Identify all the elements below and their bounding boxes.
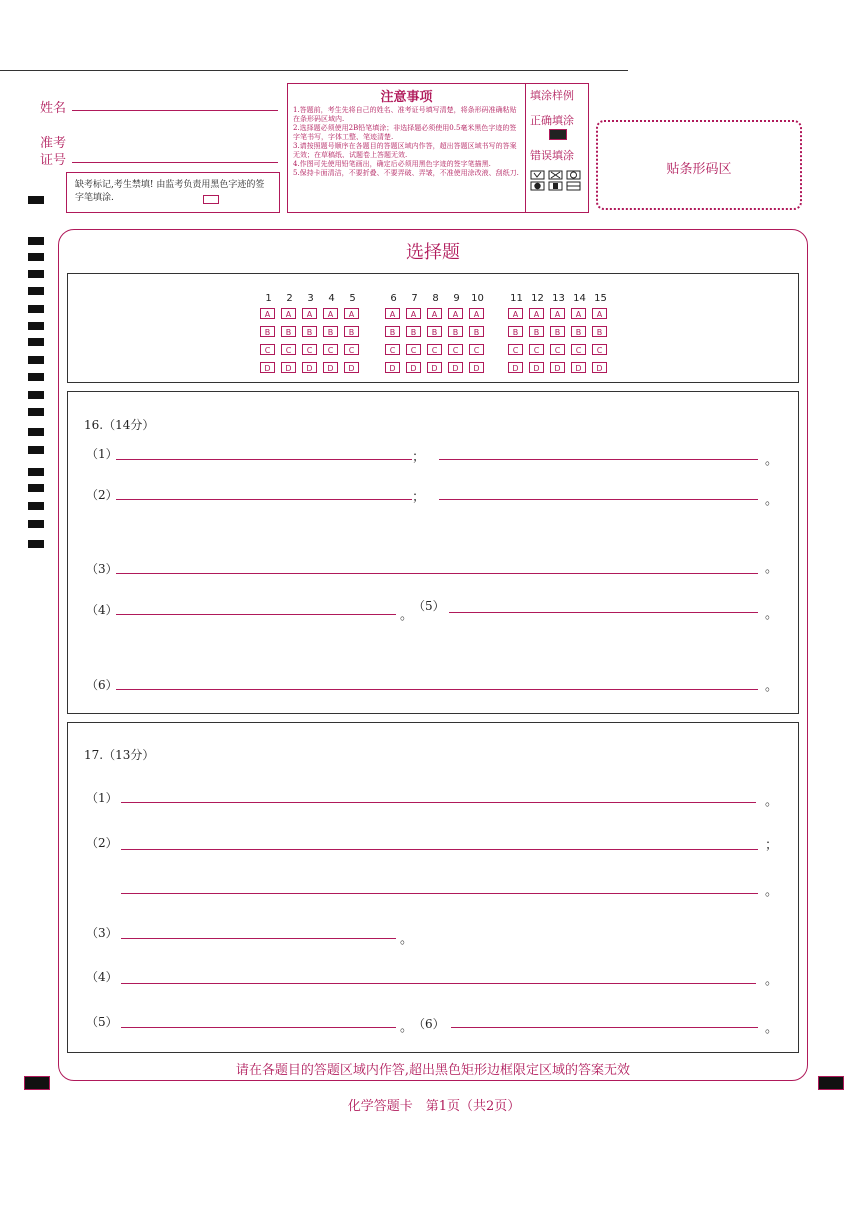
period: 。 — [400, 1020, 414, 1035]
option-bubble-b[interactable]: B — [571, 326, 586, 337]
question-17-section — [67, 722, 799, 1053]
timing-marker — [28, 428, 44, 436]
timing-marker — [28, 356, 44, 364]
option-bubble-c[interactable]: C — [508, 344, 523, 355]
question-number: 10 — [471, 293, 484, 304]
q16-part-4-answer[interactable] — [116, 614, 396, 615]
timing-marker — [28, 196, 44, 204]
question-number: 12 — [531, 293, 544, 304]
option-bubble-b[interactable]: B — [592, 326, 607, 337]
period: 。 — [765, 973, 779, 988]
q17-part-4-answer[interactable] — [121, 983, 756, 984]
option-bubble-a[interactable]: A — [281, 308, 296, 319]
option-bubble-a[interactable]: A — [344, 308, 359, 319]
option-bubble-d[interactable]: D — [550, 362, 565, 373]
option-bubble-d[interactable]: D — [427, 362, 442, 373]
option-bubble-d[interactable]: D — [469, 362, 484, 373]
correct-fill-label: 正确填涂 — [530, 114, 574, 127]
option-bubble-b[interactable]: B — [469, 326, 484, 337]
timing-marker — [28, 305, 44, 313]
timing-marker — [28, 540, 44, 548]
notice-item: 1.答题前，考生先将自己的姓名、准考证号填写清楚，将条形码准确粘贴在条形码区域内. — [293, 106, 517, 123]
option-bubble-c[interactable]: C — [406, 344, 421, 355]
top-rule — [0, 70, 628, 71]
period: 。 — [765, 561, 779, 576]
timing-marker — [28, 484, 44, 492]
q16-part-1-answer-b[interactable] — [439, 459, 758, 460]
q17-part-2-answer-b[interactable] — [121, 893, 758, 894]
timing-marker — [28, 520, 44, 528]
option-bubble-b[interactable]: B — [508, 326, 523, 337]
option-bubble-c[interactable]: C — [529, 344, 544, 355]
absent-checkbox[interactable] — [203, 195, 219, 204]
timing-marker — [28, 373, 44, 381]
timing-marker — [28, 253, 44, 261]
q17-part-2-label: （2） — [86, 836, 118, 850]
timing-marker — [28, 502, 44, 510]
q17-part-4-label: （4） — [86, 970, 118, 984]
question-number: 9 — [453, 293, 460, 304]
q16-part-1-answer-a[interactable] — [116, 459, 412, 460]
notice-title: 注意事项 — [380, 90, 433, 105]
option-bubble-a[interactable]: A — [550, 308, 565, 319]
notice-item: 2.选择题必须使用2B铅笔填涂；非选择题必须使用0.5毫米黑色字迹的签字笔书写，字体工整、笔迹清楚. — [293, 124, 517, 141]
id-label-line1: 准考 — [40, 136, 67, 151]
question-16-section — [67, 391, 799, 714]
q16-part-3-label: （3） — [86, 562, 118, 576]
question-number: 1 — [265, 293, 272, 304]
period: 。 — [765, 453, 779, 468]
q17-part-6-answer[interactable] — [451, 1027, 758, 1028]
period: 。 — [765, 607, 779, 622]
question-number: 5 — [349, 293, 356, 304]
option-bubble-c[interactable]: C — [427, 344, 442, 355]
period: 。 — [765, 794, 779, 809]
option-bubble-d[interactable]: D — [592, 362, 607, 373]
q16-part-5-label: （5） — [413, 599, 445, 613]
q16-part-3-answer[interactable] — [116, 573, 758, 574]
option-bubble-a[interactable]: A — [448, 308, 463, 319]
exam-id-field[interactable] — [72, 162, 278, 163]
option-bubble-b[interactable]: B — [550, 326, 565, 337]
fill-example-title: 填涂样例 — [530, 89, 574, 102]
option-bubble-c[interactable]: C — [469, 344, 484, 355]
q16-part-4-label: （4） — [86, 603, 118, 617]
notice-item: 5.保持卡面清洁，不要折叠、不要弄破、弄皱，不准使用涂改液、刮纸刀. — [293, 169, 519, 177]
page-footer: 化学答题卡 第1页（共2页） — [347, 1099, 521, 1114]
semicolon: ； — [412, 490, 426, 505]
timing-marker — [28, 237, 44, 245]
corner-marker-left — [24, 1076, 50, 1090]
option-bubble-d[interactable]: D — [448, 362, 463, 373]
id-label-line2: 证号 — [40, 153, 67, 168]
option-bubble-a[interactable]: A — [323, 308, 338, 319]
option-bubble-d[interactable]: D — [344, 362, 359, 373]
question-number: 14 — [573, 293, 586, 304]
option-bubble-c[interactable]: C — [323, 344, 338, 355]
question-number: 15 — [594, 293, 607, 304]
option-bubble-d[interactable]: D — [260, 362, 275, 373]
absent-mark-box — [66, 172, 280, 213]
correct-fill-sample — [549, 129, 567, 140]
option-bubble-c[interactable]: C — [344, 344, 359, 355]
option-bubble-a[interactable]: A — [427, 308, 442, 319]
option-bubble-c[interactable]: C — [550, 344, 565, 355]
option-bubble-d[interactable]: D — [302, 362, 317, 373]
q17-part-5-answer[interactable] — [121, 1027, 396, 1028]
timing-marker — [28, 270, 44, 278]
option-bubble-a[interactable]: A — [385, 308, 400, 319]
notice-divider — [525, 84, 526, 212]
option-bubble-b[interactable]: B — [406, 326, 421, 337]
q17-part-5-label: （5） — [86, 1015, 118, 1029]
option-bubble-d[interactable]: D — [508, 362, 523, 373]
boundary-warning: 请在各题目的答题区域内作答,超出黑色矩形边框限定区域的答案无效 — [235, 1063, 631, 1078]
q17-part-2-answer-a[interactable] — [121, 849, 758, 850]
q16-part-2-label: （2） — [86, 488, 118, 502]
q16-part-5-answer[interactable] — [449, 612, 758, 613]
q16-part-1-label: （1） — [86, 447, 118, 461]
option-bubble-c[interactable]: C — [385, 344, 400, 355]
barcode-label: 贴条形码区 — [666, 162, 732, 177]
q16-part-6-answer[interactable] — [116, 689, 758, 690]
absent-note: 缺考标记,考生禁填! 由监考负责用黑色字迹的签字笔填涂. — [75, 180, 265, 203]
q16-part-2-answer-a[interactable] — [116, 499, 412, 500]
option-bubble-b[interactable]: B — [281, 326, 296, 337]
option-bubble-c[interactable]: C — [281, 344, 296, 355]
question-number: 4 — [328, 293, 335, 304]
question-number: 7 — [411, 293, 418, 304]
option-bubble-a[interactable]: A — [508, 308, 523, 319]
question-number: 11 — [510, 293, 523, 304]
option-bubble-a[interactable]: A — [260, 308, 275, 319]
option-bubble-a[interactable]: A — [406, 308, 421, 319]
option-bubble-b[interactable]: B — [385, 326, 400, 337]
notice-list — [293, 106, 523, 178]
option-bubble-b[interactable]: B — [260, 326, 275, 337]
timing-marker — [28, 322, 44, 330]
option-bubble-d[interactable]: D — [323, 362, 338, 373]
option-bubble-b[interactable]: B — [302, 326, 317, 337]
q17-part-3-label: （3） — [86, 926, 118, 940]
name-field[interactable] — [72, 110, 278, 111]
option-bubble-d[interactable]: D — [571, 362, 586, 373]
timing-marker — [28, 338, 44, 346]
option-bubble-c[interactable]: C — [302, 344, 317, 355]
option-bubble-c[interactable]: C — [448, 344, 463, 355]
period: 。 — [400, 608, 414, 623]
option-bubble-c[interactable]: C — [592, 344, 607, 355]
option-bubble-b[interactable]: B — [448, 326, 463, 337]
timing-marker — [28, 408, 44, 416]
question-number: 2 — [286, 293, 293, 304]
option-bubble-d[interactable]: D — [406, 362, 421, 373]
wrong-fill-icons — [530, 170, 585, 192]
option-bubble-b[interactable]: B — [427, 326, 442, 337]
period: 。 — [765, 493, 779, 508]
question-number: 3 — [307, 293, 314, 304]
option-bubble-a[interactable]: A — [571, 308, 586, 319]
wrong-fill-label: 错误填涂 — [530, 149, 574, 162]
timing-marker — [28, 468, 44, 476]
option-bubble-a[interactable]: A — [302, 308, 317, 319]
q17-part-6-label: （6） — [413, 1017, 445, 1031]
choice-title: 选择题 — [406, 242, 460, 263]
option-bubble-a[interactable]: A — [592, 308, 607, 319]
option-bubble-b[interactable]: B — [323, 326, 338, 337]
question-16-title: 16.（14分） — [84, 418, 155, 432]
period: 。 — [400, 932, 414, 947]
notice-item: 4.作图可先使用铅笔画出，确定后必须用黑色字迹的签字笔描黑. — [293, 160, 491, 168]
timing-marker — [28, 287, 44, 295]
q16-part-6-label: （6） — [86, 678, 118, 692]
period: 。 — [765, 884, 779, 899]
option-bubble-b[interactable]: B — [344, 326, 359, 337]
period: 。 — [765, 1021, 779, 1036]
notice-item: 3.请按照题号顺序在各题目的答题区域内作答，超出答题区域书写的答案无效；在草稿纸、试题卷上答题无效. — [293, 142, 517, 159]
question-number: 6 — [390, 293, 397, 304]
q17-part-1-label: （1） — [86, 791, 118, 805]
timing-marker — [28, 391, 44, 399]
option-bubble-b[interactable]: B — [529, 326, 544, 337]
option-bubble-d[interactable]: D — [385, 362, 400, 373]
semicolon: ； — [765, 838, 779, 853]
question-number: 8 — [432, 293, 439, 304]
question-17-title: 17.（13分） — [84, 748, 155, 762]
name-label: 姓名 — [40, 101, 67, 116]
option-bubble-a[interactable]: A — [469, 308, 484, 319]
q16-part-2-answer-b[interactable] — [439, 499, 758, 500]
period: 。 — [765, 679, 779, 694]
corner-marker-right — [818, 1076, 844, 1090]
option-bubble-a[interactable]: A — [529, 308, 544, 319]
barcode-area — [596, 120, 802, 210]
notice-box — [287, 83, 589, 213]
option-bubble-c[interactable]: C — [571, 344, 586, 355]
wrong-fill-samples — [530, 170, 585, 196]
q17-part-3-answer[interactable] — [121, 938, 396, 939]
question-number: 13 — [552, 293, 565, 304]
option-bubble-d[interactable]: D — [529, 362, 544, 373]
option-bubble-c[interactable]: C — [260, 344, 275, 355]
semicolon: ； — [412, 450, 426, 465]
timing-marker — [28, 446, 44, 454]
q17-part-1-answer[interactable] — [121, 802, 756, 803]
option-bubble-d[interactable]: D — [281, 362, 296, 373]
